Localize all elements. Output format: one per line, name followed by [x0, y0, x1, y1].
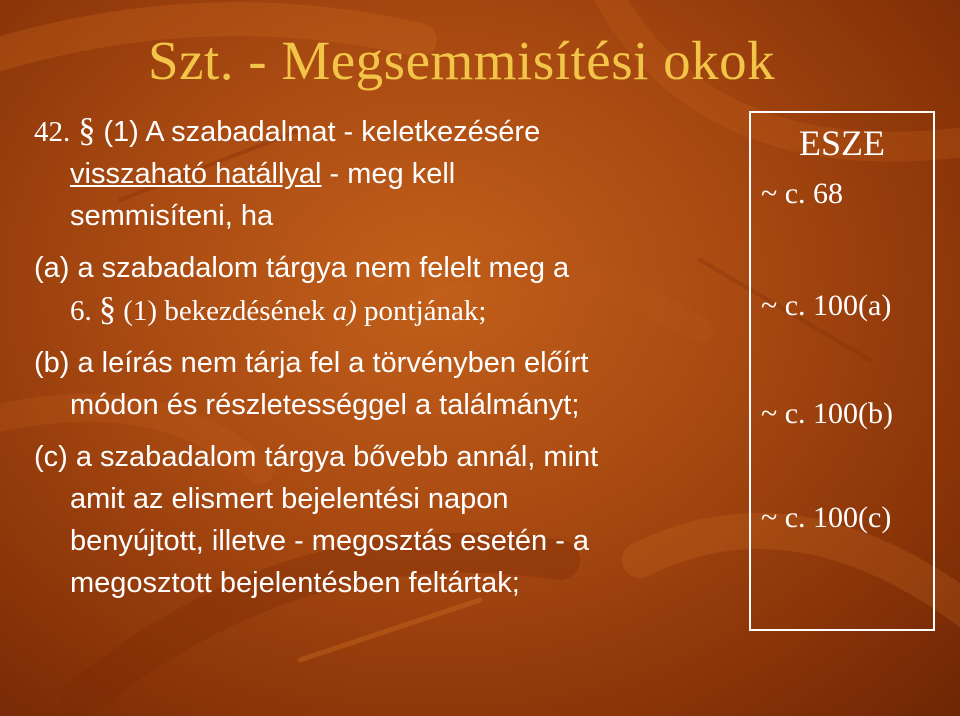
point-a-number: 6.: [70, 295, 99, 327]
paragraph-42-line1: [34, 110, 734, 153]
slide-title: Szt. - Megsemmisítési okok: [148, 30, 776, 91]
paragraph-42-line2-rest: - meg kell: [321, 158, 456, 190]
point-c-line2: amit az elismert bejelentési napon: [70, 483, 509, 515]
point-b-line1: (b) a leírás nem tárja fel a törvényben előírt: [34, 347, 589, 379]
point-a-tail: pontjának;: [356, 295, 487, 327]
point-c-line4: megosztott bejelentésben feltártak;: [70, 567, 520, 599]
point-a-line2: [34, 289, 734, 332]
point-a-paragraph-ref: (1) bekezdésének: [116, 295, 333, 327]
paragraph-42-intro: (1) A szabadalmat - keletkezésére: [103, 116, 541, 148]
point-b-line2: módon és részletességgel a találmányt;: [70, 389, 580, 421]
statute-text: [34, 110, 734, 604]
article-number: 42.: [34, 116, 71, 148]
esze-ref-100b: ~ c. 100(b): [761, 397, 894, 430]
paragraph-42-line2: [34, 153, 734, 195]
point-c-line3: benyújtott, illetve - megosztás esetén - a: [70, 525, 590, 557]
esze-ref-68: ~ c. 68: [761, 177, 844, 210]
esze-ref-100a: ~ c. 100(a): [761, 289, 892, 322]
section-sign-icon: §: [99, 291, 116, 328]
esze-ref-100c: ~ c. 100(c): [761, 501, 892, 534]
retroactive-effect-phrase: visszaható hatállyal: [70, 158, 322, 190]
esze-reference-box: [749, 111, 935, 631]
point-c-line1: (c) a szabadalom tárgya bővebb annál, mint: [34, 441, 599, 473]
point-a-line1: (a) a szabadalom tárgya nem felelt meg a: [34, 252, 570, 284]
point-a-letter: a): [332, 295, 357, 327]
esze-title: ESZE: [799, 123, 885, 163]
paragraph-42-line3: semmisíteni, ha: [70, 200, 274, 232]
section-sign-icon: §: [78, 112, 96, 149]
